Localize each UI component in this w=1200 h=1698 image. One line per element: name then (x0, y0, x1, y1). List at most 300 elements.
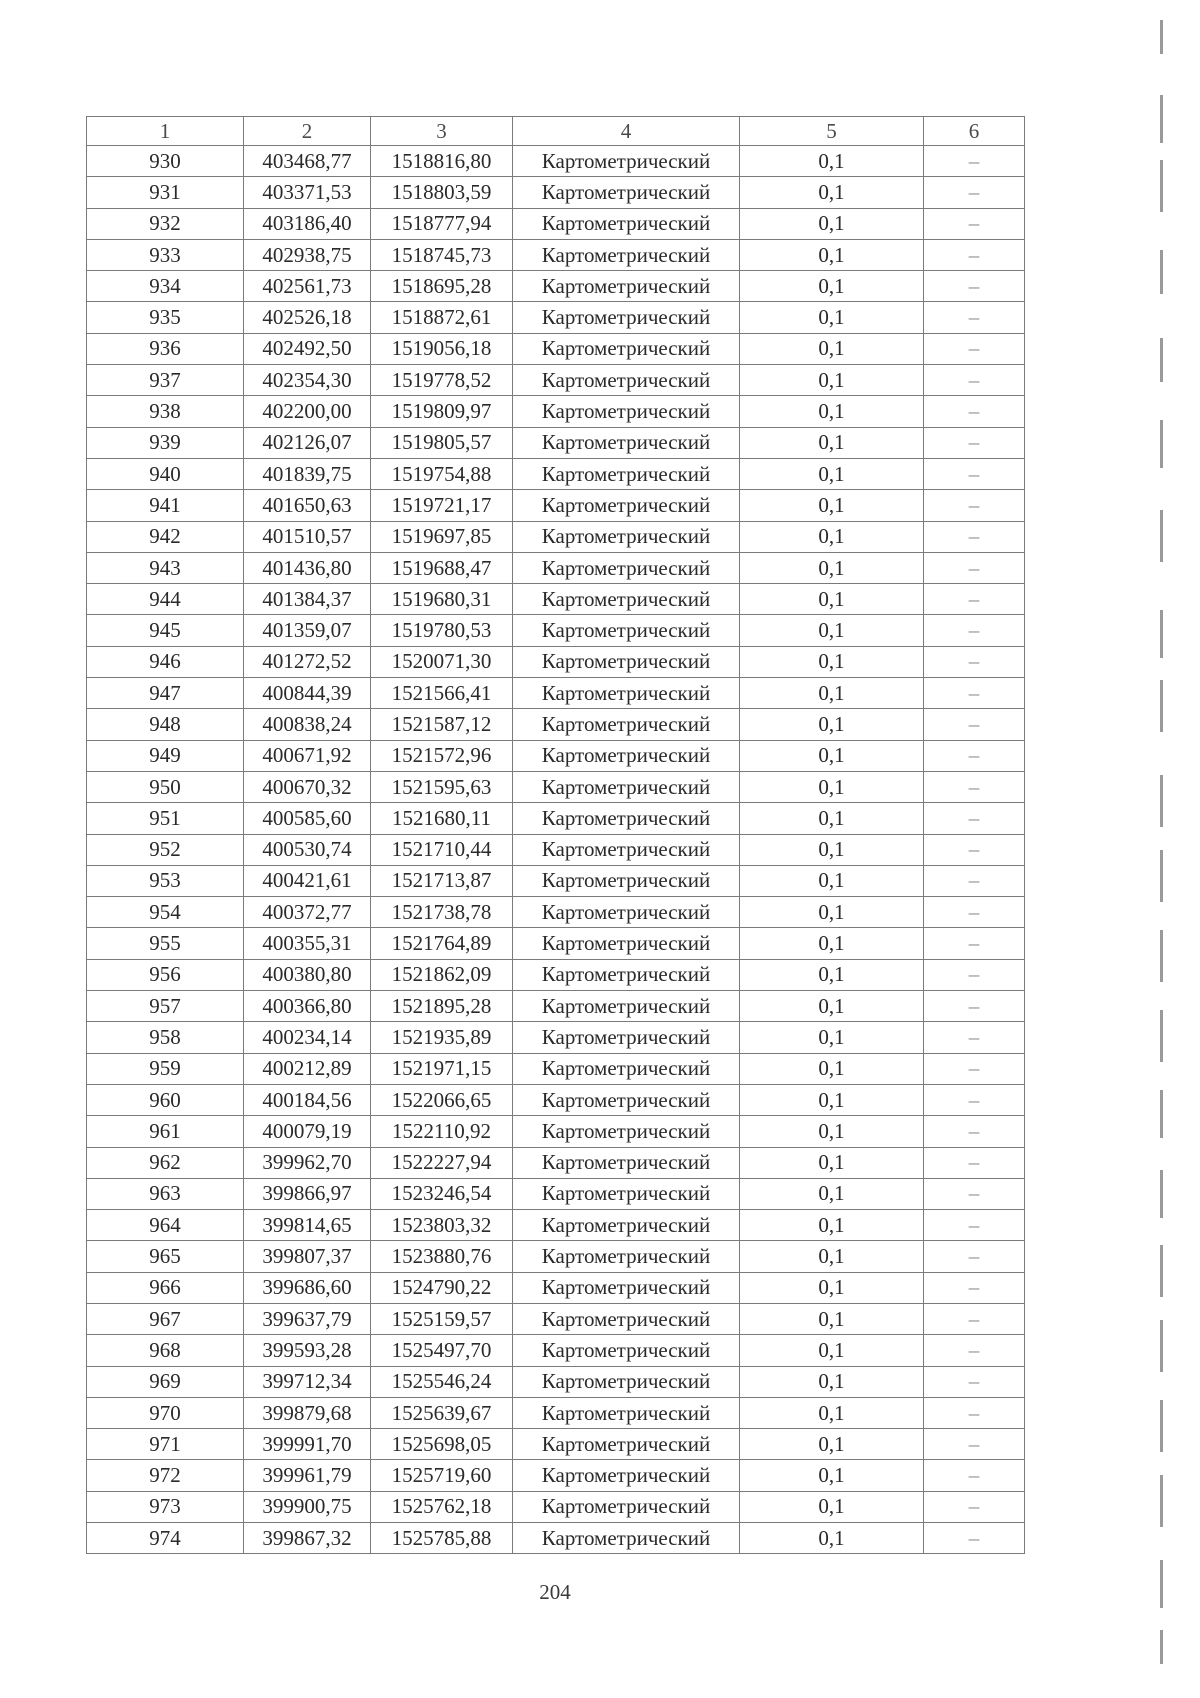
y-coordinate-cell: 1523246,54 (371, 1178, 513, 1209)
point-number-cell: 939 (87, 427, 244, 458)
table-header (87, 117, 1025, 146)
remark-cell: – (924, 584, 1025, 615)
method-cell: Картометрический (513, 959, 740, 990)
point-number-cell: 960 (87, 1084, 244, 1115)
point-number-cell: 942 (87, 521, 244, 552)
point-number-cell: 974 (87, 1523, 244, 1554)
method-cell: Картометрический (513, 365, 740, 396)
accuracy-cell: 0,1 (740, 584, 924, 615)
table-row (87, 1429, 1025, 1460)
remark-cell: – (924, 1272, 1025, 1303)
accuracy-cell: 0,1 (740, 177, 924, 208)
accuracy-cell: 0,1 (740, 897, 924, 928)
table-body (87, 146, 1025, 1554)
remark-cell: – (924, 959, 1025, 990)
y-coordinate-cell: 1518745,73 (371, 239, 513, 270)
accuracy-cell: 0,1 (740, 490, 924, 521)
y-coordinate-cell: 1521764,89 (371, 928, 513, 959)
y-coordinate-cell: 1525698,05 (371, 1429, 513, 1460)
remark-cell: – (924, 740, 1025, 771)
remark-cell: – (924, 239, 1025, 270)
accuracy-cell: 0,1 (740, 208, 924, 239)
x-coordinate-cell: 403186,40 (244, 208, 371, 239)
remark-cell: – (924, 1335, 1025, 1366)
x-coordinate-cell: 400234,14 (244, 1022, 371, 1053)
table-row (87, 1491, 1025, 1522)
method-cell: Картометрический (513, 1491, 740, 1522)
accuracy-cell: 0,1 (740, 1523, 924, 1554)
table-row (87, 1335, 1025, 1366)
y-coordinate-cell: 1521710,44 (371, 834, 513, 865)
accuracy-cell: 0,1 (740, 1397, 924, 1428)
remark-cell: – (924, 1303, 1025, 1334)
y-coordinate-cell: 1519780,53 (371, 615, 513, 646)
method-cell: Картометрический (513, 1460, 740, 1491)
x-coordinate-cell: 399637,79 (244, 1303, 371, 1334)
header-cell-2: 2 (244, 117, 371, 146)
y-coordinate-cell: 1518777,94 (371, 208, 513, 239)
point-number-cell: 944 (87, 584, 244, 615)
table-row (87, 834, 1025, 865)
method-cell: Картометрический (513, 1084, 740, 1115)
point-number-cell: 940 (87, 458, 244, 489)
method-cell: Картометрический (513, 1523, 740, 1554)
remark-cell: – (924, 1178, 1025, 1209)
table-row (87, 177, 1025, 208)
y-coordinate-cell: 1519697,85 (371, 521, 513, 552)
y-coordinate-cell: 1522227,94 (371, 1147, 513, 1178)
method-cell: Картометрический (513, 834, 740, 865)
method-cell: Картометрический (513, 1429, 740, 1460)
x-coordinate-cell: 399593,28 (244, 1335, 371, 1366)
remark-cell: – (924, 1084, 1025, 1115)
y-coordinate-cell: 1519805,57 (371, 427, 513, 458)
table-row (87, 771, 1025, 802)
remark-cell: – (924, 521, 1025, 552)
method-cell: Картометрический (513, 865, 740, 896)
x-coordinate-cell: 400380,80 (244, 959, 371, 990)
table-row (87, 740, 1025, 771)
remark-cell: – (924, 552, 1025, 583)
table-row (87, 146, 1025, 177)
point-number-cell: 930 (87, 146, 244, 177)
accuracy-cell: 0,1 (740, 771, 924, 802)
table-row (87, 897, 1025, 928)
point-number-cell: 963 (87, 1178, 244, 1209)
table-row (87, 1210, 1025, 1241)
method-cell: Картометрический (513, 928, 740, 959)
remark-cell: – (924, 458, 1025, 489)
accuracy-cell: 0,1 (740, 271, 924, 302)
y-coordinate-cell: 1518803,59 (371, 177, 513, 208)
x-coordinate-cell: 399961,79 (244, 1460, 371, 1491)
accuracy-cell: 0,1 (740, 146, 924, 177)
y-coordinate-cell: 1525719,60 (371, 1460, 513, 1491)
accuracy-cell: 0,1 (740, 865, 924, 896)
x-coordinate-cell: 399879,68 (244, 1397, 371, 1428)
y-coordinate-cell: 1521587,12 (371, 709, 513, 740)
accuracy-cell: 0,1 (740, 396, 924, 427)
y-coordinate-cell: 1518872,61 (371, 302, 513, 333)
table-row (87, 1022, 1025, 1053)
point-number-cell: 965 (87, 1241, 244, 1272)
accuracy-cell: 0,1 (740, 458, 924, 489)
table-row (87, 490, 1025, 521)
x-coordinate-cell: 400372,77 (244, 897, 371, 928)
y-coordinate-cell: 1519680,31 (371, 584, 513, 615)
accuracy-cell: 0,1 (740, 1116, 924, 1147)
remark-cell: – (924, 1460, 1025, 1491)
point-number-cell: 951 (87, 803, 244, 834)
remark-cell: – (924, 396, 1025, 427)
accuracy-cell: 0,1 (740, 1335, 924, 1366)
point-number-cell: 948 (87, 709, 244, 740)
x-coordinate-cell: 401272,52 (244, 646, 371, 677)
point-number-cell: 962 (87, 1147, 244, 1178)
remark-cell: – (924, 1366, 1025, 1397)
point-number-cell: 964 (87, 1210, 244, 1241)
accuracy-cell: 0,1 (740, 521, 924, 552)
point-number-cell: 972 (87, 1460, 244, 1491)
method-cell: Картометрический (513, 1210, 740, 1241)
accuracy-cell: 0,1 (740, 302, 924, 333)
accuracy-cell: 0,1 (740, 803, 924, 834)
y-coordinate-cell: 1519688,47 (371, 552, 513, 583)
method-cell: Картометрический (513, 146, 740, 177)
accuracy-cell: 0,1 (740, 1491, 924, 1522)
x-coordinate-cell: 403371,53 (244, 177, 371, 208)
point-number-cell: 955 (87, 928, 244, 959)
method-cell: Картометрический (513, 396, 740, 427)
remark-cell: – (924, 897, 1025, 928)
y-coordinate-cell: 1520071,30 (371, 646, 513, 677)
point-number-cell: 943 (87, 552, 244, 583)
table-row (87, 396, 1025, 427)
table-row (87, 1366, 1025, 1397)
method-cell: Картометрический (513, 771, 740, 802)
method-cell: Картометрический (513, 521, 740, 552)
point-number-cell: 959 (87, 1053, 244, 1084)
x-coordinate-cell: 402938,75 (244, 239, 371, 270)
point-number-cell: 970 (87, 1397, 244, 1428)
y-coordinate-cell: 1521680,11 (371, 803, 513, 834)
table-row (87, 991, 1025, 1022)
table-row (87, 1460, 1025, 1491)
point-number-cell: 947 (87, 678, 244, 709)
x-coordinate-cell: 401650,63 (244, 490, 371, 521)
method-cell: Картометрический (513, 709, 740, 740)
remark-cell: – (924, 1053, 1025, 1084)
method-cell: Картометрический (513, 740, 740, 771)
remark-cell: – (924, 1397, 1025, 1428)
accuracy-cell: 0,1 (740, 709, 924, 740)
accuracy-cell: 0,1 (740, 239, 924, 270)
remark-cell: – (924, 803, 1025, 834)
x-coordinate-cell: 399807,37 (244, 1241, 371, 1272)
header-cell-6: 6 (924, 117, 1025, 146)
x-coordinate-cell: 399962,70 (244, 1147, 371, 1178)
y-coordinate-cell: 1525546,24 (371, 1366, 513, 1397)
remark-cell: – (924, 333, 1025, 364)
x-coordinate-cell: 399814,65 (244, 1210, 371, 1241)
table-row (87, 803, 1025, 834)
remark-cell: – (924, 146, 1025, 177)
x-coordinate-cell: 400355,31 (244, 928, 371, 959)
x-coordinate-cell: 399686,60 (244, 1272, 371, 1303)
method-cell: Картометрический (513, 1397, 740, 1428)
remark-cell: – (924, 709, 1025, 740)
table-row (87, 646, 1025, 677)
x-coordinate-cell: 401510,57 (244, 521, 371, 552)
accuracy-cell: 0,1 (740, 1303, 924, 1334)
table-row (87, 208, 1025, 239)
remark-cell: – (924, 302, 1025, 333)
header-cell-5: 5 (740, 117, 924, 146)
remark-cell: – (924, 1210, 1025, 1241)
x-coordinate-cell: 402200,00 (244, 396, 371, 427)
x-coordinate-cell: 400838,24 (244, 709, 371, 740)
header-cell-4: 4 (513, 117, 740, 146)
table-row (87, 1397, 1025, 1428)
y-coordinate-cell: 1521971,15 (371, 1053, 513, 1084)
table-row (87, 615, 1025, 646)
point-number-cell: 961 (87, 1116, 244, 1147)
x-coordinate-cell: 400421,61 (244, 865, 371, 896)
x-coordinate-cell: 401384,37 (244, 584, 371, 615)
y-coordinate-cell: 1519754,88 (371, 458, 513, 489)
method-cell: Картометрический (513, 1303, 740, 1334)
accuracy-cell: 0,1 (740, 991, 924, 1022)
point-number-cell: 946 (87, 646, 244, 677)
remark-cell: – (924, 1241, 1025, 1272)
y-coordinate-cell: 1518816,80 (371, 146, 513, 177)
remark-cell: – (924, 865, 1025, 896)
x-coordinate-cell: 403468,77 (244, 146, 371, 177)
method-cell: Картометрический (513, 646, 740, 677)
x-coordinate-cell: 400670,32 (244, 771, 371, 802)
point-number-cell: 941 (87, 490, 244, 521)
accuracy-cell: 0,1 (740, 740, 924, 771)
x-coordinate-cell: 402354,30 (244, 365, 371, 396)
y-coordinate-cell: 1521595,63 (371, 771, 513, 802)
table-row (87, 1178, 1025, 1209)
method-cell: Картометрический (513, 1116, 740, 1147)
remark-cell: – (924, 646, 1025, 677)
method-cell: Картометрический (513, 271, 740, 302)
point-number-cell: 932 (87, 208, 244, 239)
method-cell: Картометрический (513, 615, 740, 646)
y-coordinate-cell: 1525497,70 (371, 1335, 513, 1366)
method-cell: Картометрический (513, 239, 740, 270)
table-row (87, 1241, 1025, 1272)
table-row (87, 521, 1025, 552)
remark-cell: – (924, 1429, 1025, 1460)
table-row (87, 302, 1025, 333)
point-number-cell: 945 (87, 615, 244, 646)
table-row (87, 584, 1025, 615)
method-cell: Картометрический (513, 1366, 740, 1397)
accuracy-cell: 0,1 (740, 1366, 924, 1397)
remark-cell: – (924, 615, 1025, 646)
y-coordinate-cell: 1523880,76 (371, 1241, 513, 1272)
y-coordinate-cell: 1525762,18 (371, 1491, 513, 1522)
accuracy-cell: 0,1 (740, 1429, 924, 1460)
x-coordinate-cell: 400844,39 (244, 678, 371, 709)
table-row (87, 365, 1025, 396)
method-cell: Картометрический (513, 1241, 740, 1272)
remark-cell: – (924, 1116, 1025, 1147)
remark-cell: – (924, 1523, 1025, 1554)
accuracy-cell: 0,1 (740, 959, 924, 990)
accuracy-cell: 0,1 (740, 928, 924, 959)
coordinates-table (86, 116, 1025, 1554)
point-number-cell: 933 (87, 239, 244, 270)
y-coordinate-cell: 1521566,41 (371, 678, 513, 709)
remark-cell: – (924, 427, 1025, 458)
remark-cell: – (924, 991, 1025, 1022)
table-row (87, 865, 1025, 896)
method-cell: Картометрический (513, 208, 740, 239)
point-number-cell: 931 (87, 177, 244, 208)
x-coordinate-cell: 399900,75 (244, 1491, 371, 1522)
point-number-cell: 967 (87, 1303, 244, 1334)
x-coordinate-cell: 400184,56 (244, 1084, 371, 1115)
x-coordinate-cell: 401436,80 (244, 552, 371, 583)
point-number-cell: 949 (87, 740, 244, 771)
table-row (87, 427, 1025, 458)
y-coordinate-cell: 1525785,88 (371, 1523, 513, 1554)
page-number: 204 (539, 1580, 571, 1604)
method-cell: Картометрический (513, 897, 740, 928)
method-cell: Картометрический (513, 803, 740, 834)
y-coordinate-cell: 1521935,89 (371, 1022, 513, 1053)
x-coordinate-cell: 400530,74 (244, 834, 371, 865)
accuracy-cell: 0,1 (740, 1147, 924, 1178)
table-row (87, 239, 1025, 270)
x-coordinate-cell: 399866,97 (244, 1178, 371, 1209)
table-row (87, 458, 1025, 489)
y-coordinate-cell: 1524790,22 (371, 1272, 513, 1303)
accuracy-cell: 0,1 (740, 1210, 924, 1241)
method-cell: Картометрический (513, 427, 740, 458)
y-coordinate-cell: 1519778,52 (371, 365, 513, 396)
method-cell: Картометрический (513, 991, 740, 1022)
table-row (87, 1084, 1025, 1115)
table-row (87, 552, 1025, 583)
remark-cell: – (924, 1022, 1025, 1053)
point-number-cell: 937 (87, 365, 244, 396)
remark-cell: – (924, 1147, 1025, 1178)
table-row (87, 959, 1025, 990)
point-number-cell: 934 (87, 271, 244, 302)
remark-cell: – (924, 1491, 1025, 1522)
table-row (87, 1272, 1025, 1303)
point-number-cell: 954 (87, 897, 244, 928)
table-row (87, 1303, 1025, 1334)
accuracy-cell: 0,1 (740, 552, 924, 583)
point-number-cell: 953 (87, 865, 244, 896)
remark-cell: – (924, 771, 1025, 802)
remark-cell: – (924, 271, 1025, 302)
header-cell-3: 3 (371, 117, 513, 146)
method-cell: Картометрический (513, 584, 740, 615)
remark-cell: – (924, 928, 1025, 959)
x-coordinate-cell: 400366,80 (244, 991, 371, 1022)
point-number-cell: 957 (87, 991, 244, 1022)
method-cell: Картометрический (513, 1022, 740, 1053)
remark-cell: – (924, 365, 1025, 396)
y-coordinate-cell: 1521738,78 (371, 897, 513, 928)
accuracy-cell: 0,1 (740, 646, 924, 677)
x-coordinate-cell: 401359,07 (244, 615, 371, 646)
y-coordinate-cell: 1519056,18 (371, 333, 513, 364)
accuracy-cell: 0,1 (740, 1241, 924, 1272)
x-coordinate-cell: 400079,19 (244, 1116, 371, 1147)
point-number-cell: 938 (87, 396, 244, 427)
accuracy-cell: 0,1 (740, 678, 924, 709)
accuracy-cell: 0,1 (740, 1178, 924, 1209)
remark-cell: – (924, 834, 1025, 865)
y-coordinate-cell: 1525159,57 (371, 1303, 513, 1334)
accuracy-cell: 0,1 (740, 333, 924, 364)
accuracy-cell: 0,1 (740, 1053, 924, 1084)
method-cell: Картометрический (513, 1147, 740, 1178)
table-row (87, 271, 1025, 302)
header-cell-1: 1 (87, 117, 244, 146)
point-number-cell: 936 (87, 333, 244, 364)
x-coordinate-cell: 402526,18 (244, 302, 371, 333)
accuracy-cell: 0,1 (740, 1022, 924, 1053)
table-row (87, 333, 1025, 364)
method-cell: Картометрический (513, 1053, 740, 1084)
point-number-cell: 952 (87, 834, 244, 865)
accuracy-cell: 0,1 (740, 834, 924, 865)
remark-cell: – (924, 490, 1025, 521)
y-coordinate-cell: 1521895,28 (371, 991, 513, 1022)
x-coordinate-cell: 400585,60 (244, 803, 371, 834)
point-number-cell: 956 (87, 959, 244, 990)
point-number-cell: 971 (87, 1429, 244, 1460)
method-cell: Картометрический (513, 177, 740, 208)
table-row (87, 928, 1025, 959)
y-coordinate-cell: 1525639,67 (371, 1397, 513, 1428)
remark-cell: – (924, 208, 1025, 239)
y-coordinate-cell: 1519809,97 (371, 396, 513, 427)
table-row (87, 1053, 1025, 1084)
table-row (87, 1523, 1025, 1554)
method-cell: Картометрический (513, 333, 740, 364)
table-row (87, 1147, 1025, 1178)
method-cell: Картометрический (513, 1178, 740, 1209)
accuracy-cell: 0,1 (740, 427, 924, 458)
binding-edge-marks (1160, 20, 1180, 1680)
y-coordinate-cell: 1521862,09 (371, 959, 513, 990)
y-coordinate-cell: 1522110,92 (371, 1116, 513, 1147)
y-coordinate-cell: 1521713,87 (371, 865, 513, 896)
x-coordinate-cell: 402126,07 (244, 427, 371, 458)
x-coordinate-cell: 400212,89 (244, 1053, 371, 1084)
accuracy-cell: 0,1 (740, 1084, 924, 1115)
table-row (87, 709, 1025, 740)
accuracy-cell: 0,1 (740, 1272, 924, 1303)
x-coordinate-cell: 399712,34 (244, 1366, 371, 1397)
x-coordinate-cell: 402492,50 (244, 333, 371, 364)
point-number-cell: 958 (87, 1022, 244, 1053)
table-row (87, 1116, 1025, 1147)
method-cell: Картометрический (513, 458, 740, 489)
remark-cell: – (924, 177, 1025, 208)
y-coordinate-cell: 1519721,17 (371, 490, 513, 521)
